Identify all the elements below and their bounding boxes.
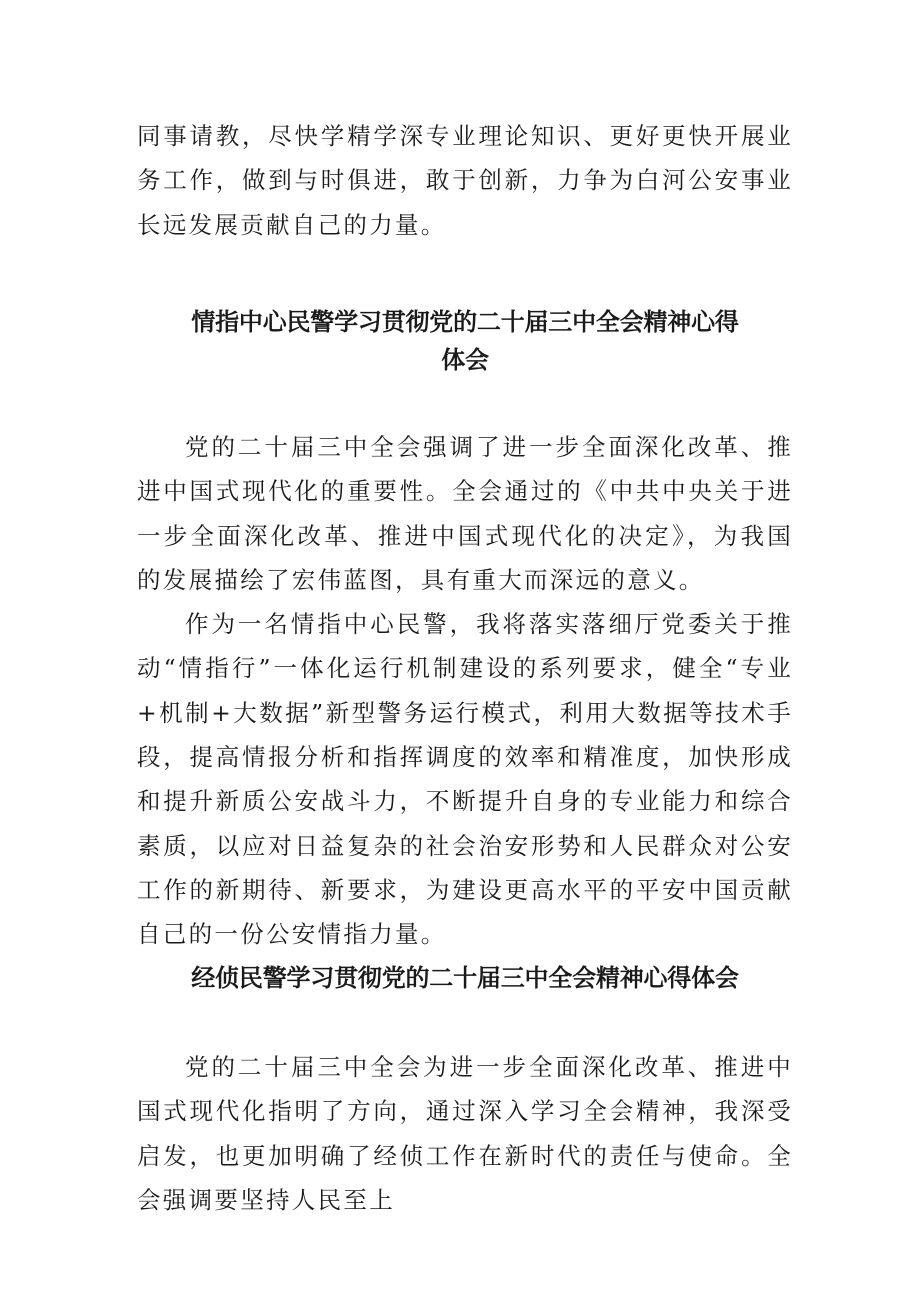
section2-body <box>137 1045 793 1222</box>
intro-paragraph: 同事请教，尽快学精学深专业理论知识、更好更快开展业务工作，做到与时俱进，敢于创新，力争为白河公安事业长远发展贡献自己的力量。 <box>137 122 793 239</box>
section2-paragraph-1: 党的二十届三中全会为进一步全面深化改革、推进中国式现代化指明了方向，通过深入学习全会精神，我深受启发，也更加明确了经侦工作在新时代的责任与使命。全会强调要坚持人民至上 <box>137 1053 793 1214</box>
section1-body <box>137 425 793 957</box>
section1-paragraph-1: 党的二十届三中全会强调了进一步全面深化改革、推进中国式现代化的重要性。全会通过的《中共中央关于进一步全面深化改革、推进中国式现代化的决定》，为我国的发展描绘了宏伟蓝图，具有重大而深远的意义。 <box>137 433 793 594</box>
section1-title <box>137 303 793 379</box>
section1-title-line1: 情指中心民警学习贯彻党的二十届三中全会精神心得 <box>191 308 739 336</box>
section2-title: 经侦民警学习贯彻党的二十届三中全会精神心得体会 <box>191 964 739 992</box>
section1-paragraph-2: 作为一名情指中心民警，我将落实落细厅党委关于推动“情指行”一体化运行机制建设的系列要求，健全“专业+机制+大数据”新型警务运行模式，利用大数据等技术手段，提高情报分析和指挥调度的效率和精准度，加快形成和提升新质公安战斗力，不断提升自身的专业能力和综合素质，以应对日益复杂的社会治安形势和人民群众对公安工作的新期待、新要求，为建设更高水平的平安中国贡献自己的一份公安情指力量。 <box>137 610 793 949</box>
section1-title-line2: 体会 <box>441 346 489 374</box>
intro-text-block <box>137 114 793 247</box>
